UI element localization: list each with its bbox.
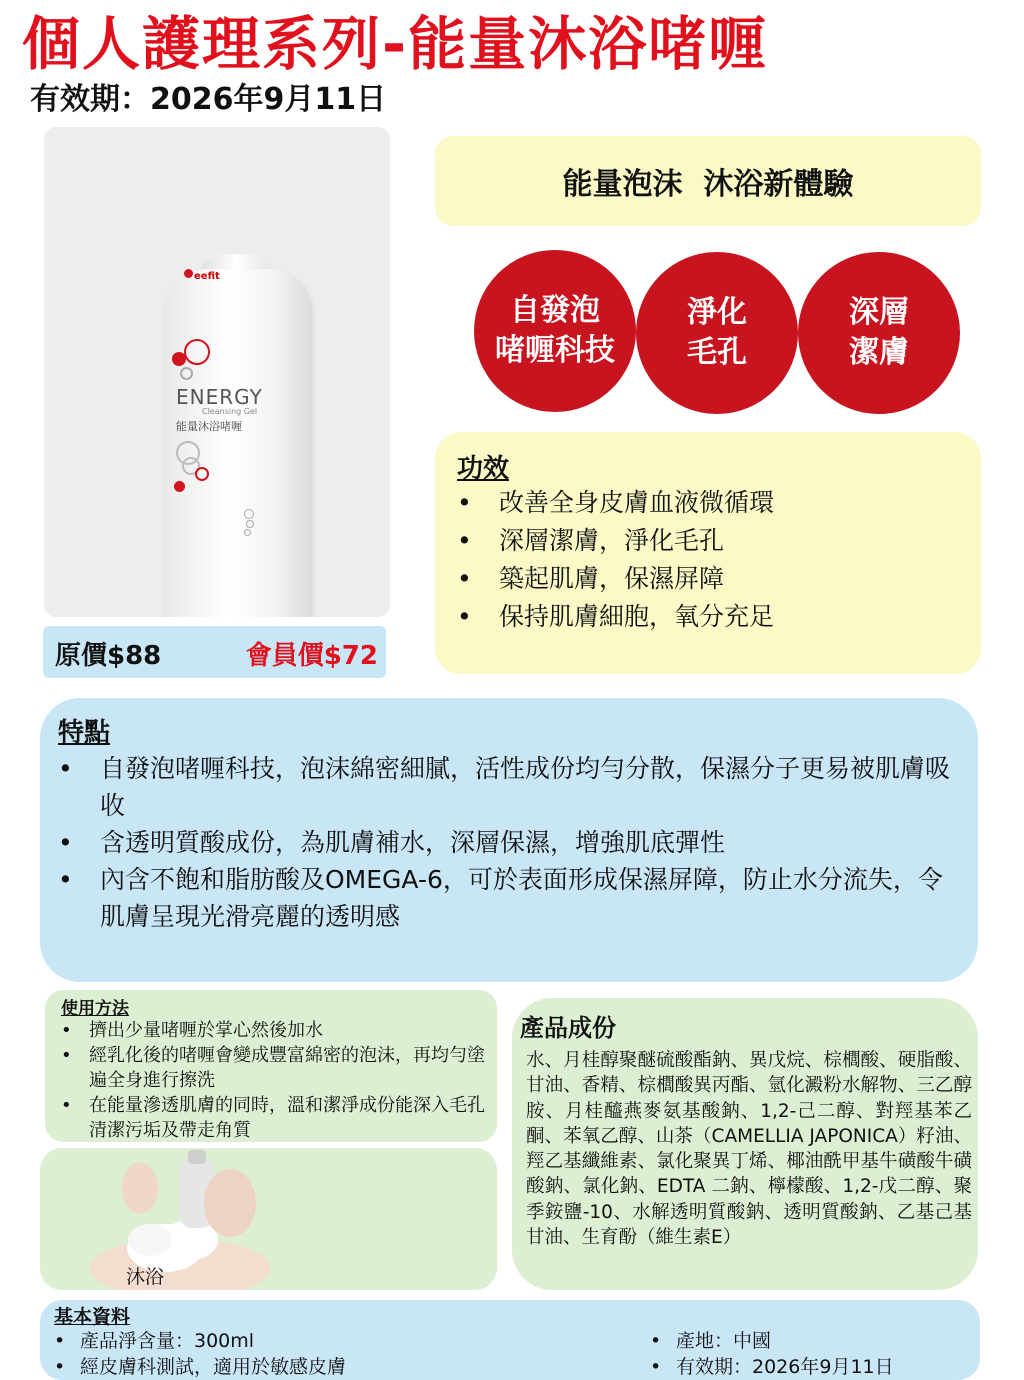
features-list [58,750,958,935]
basic-info-section [40,1300,980,1380]
bath-label: 沐浴 [126,1266,165,1288]
badge-foaming-gel [474,250,636,412]
features-heading: 特點 [58,718,111,748]
list-item: • 改善全身皮膚血液微循環 [457,488,775,517]
list-item: • 保持肌膚細胞，氧分充足 [457,602,775,631]
features-section [40,698,978,982]
bubble-icon [244,509,254,519]
bubble-icon [244,529,251,536]
page-title: 個人護理系列-能量沐浴啫喱 [22,10,769,78]
ingredients-section [512,998,978,1290]
list-item: • 產品淨含量：300ml [54,1330,255,1352]
bottle-brand: eefit [194,271,220,282]
member-price: 會員價$72 [245,641,378,671]
bath-image-panel [40,1148,497,1290]
bubble-icon [180,367,193,380]
list-item: • 內含不飽和脂肪酸及OMEGA-6，可於表面形成保濕屏障，防止水分流失，令肌膚呈現光滑亮麗的透明感 [58,865,943,931]
list-item: • 經皮膚科測試，適用於敏感皮膚 [54,1356,347,1378]
ingredients-text: 水、月桂醇聚醚硫酸酯鈉、異戊烷、棕櫚酸、硬脂酸、甘油、香精、棕櫚酸異丙酯、氫化澱粉水解物、三乙醇胺、月桂醯燕麥氨基酸鈉、1,2-己二醇、對羥基苯乙酮、苯氧乙醇、山茶（CAMELLIA JAPONICA）籽油、羥乙基纖維素、氯化聚異丁烯、椰油酰甲基牛磺酸牛磺酸鈉、氯化鈉、EDTA 二鈉、檸檬酸、1,2-戊二醇、聚季銨鹽-10、水解透明質酸鈉、透明質酸鈉、乙基己基甘油、生育酚（維生素E） [526,1050,972,1249]
badge-line: 自發泡 [510,293,600,328]
badge-line: 潔膚 [849,335,909,370]
list-item: • 含透明質酸成份，為肌膚補水，深層保濕，增強肌底彈性 [58,828,726,857]
list-item: • 在能量滲透肌膚的同時，溫和潔淨成份能深入毛孔清潔污垢及帶走角質 [61,1095,485,1141]
effects-list [457,484,977,636]
badge-line: 毛孔 [687,335,747,370]
badge-purify-pores [636,252,798,414]
usage-heading: 使用方法 [61,999,129,1019]
usage-section [45,990,497,1142]
list-item: • 擠出少量啫喱於掌心然後加水 [61,1020,323,1041]
price-bar [43,626,386,678]
bubble-icon [174,481,185,492]
basic-info-right-list [650,1328,894,1380]
bottle-product-subtitle: Cleansing Gel [202,407,258,416]
list-item: • 自發泡啫喱科技，泡沫綿密細膩，活性成份均勻分散，保濕分子更易被肌膚吸收 [58,754,951,820]
list-item: • 深層潔膚，淨化毛孔 [457,526,725,555]
badge-deep-cleanse [798,252,960,414]
badge-line: 淨化 [687,295,747,330]
original-price: 原價$88 [55,641,162,671]
badge-line: 深層 [849,295,909,330]
slogan-banner: 能量泡沫 沐浴新體驗 [435,136,981,226]
usage-list [61,1018,491,1143]
ingredients-heading: 產品成份 [520,1014,616,1042]
list-item: • 有效期：2026年9月11日 [650,1356,894,1378]
effects-heading: 功效 [457,454,510,484]
bottle-product-name: ENERGY [176,385,263,409]
hands-foam-image [70,1148,290,1290]
list-item: • 築起肌膚，保濕屏障 [457,564,725,593]
bubble-icon [184,339,210,365]
bubble-icon [195,467,209,481]
basic-info-heading: 基本資料 [54,1306,131,1328]
product-image [44,127,390,617]
list-item: • 產地：中國 [650,1330,772,1352]
validity-date: 有效期：2026年9月11日 [30,82,387,117]
bottle-product-name-cn: 能量沐浴啫喱 [176,420,242,433]
effects-section [435,432,981,674]
bubble-icon [172,352,186,366]
bubble-icon [246,520,254,528]
badge-line: 啫喱科技 [495,333,615,368]
list-item: • 經乳化後的啫喱會變成豐富綿密的泡沫，再均勻塗遍全身進行擦洗 [61,1045,485,1091]
brand-logo-icon [184,269,193,278]
basic-info-left-list [54,1328,346,1380]
